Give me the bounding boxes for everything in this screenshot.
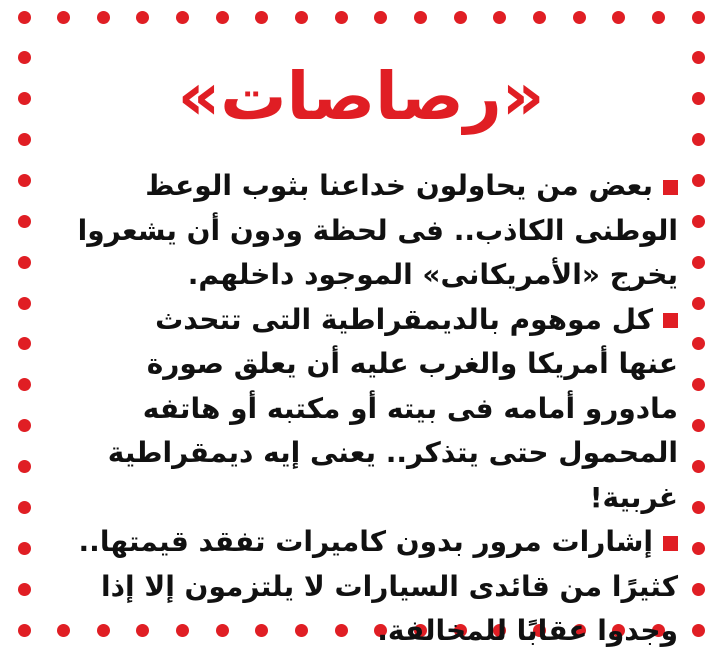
border-dot [692,378,705,391]
square-bullet-icon [663,313,678,328]
border-dot [18,215,31,228]
border-dot [18,11,31,24]
border-dot [414,11,427,24]
border-dot [18,337,31,350]
border-dot [692,297,705,310]
border-dot [18,378,31,391]
paragraph-2 [58,298,678,521]
border-dot [18,501,31,514]
article-body [58,164,678,654]
border-dot [652,11,665,24]
border-dot [335,11,348,24]
border-dot [692,419,705,432]
border-dot [533,11,546,24]
border-dot [18,297,31,310]
border-dot [692,460,705,473]
border-dot [692,583,705,596]
border-dot [692,174,705,187]
border-dot [216,11,229,24]
border-dot [612,11,625,24]
border-dot [97,11,110,24]
square-bullet-icon [663,536,678,551]
border-dot [18,256,31,269]
border-dot [176,11,189,24]
border-dot [374,11,387,24]
border-dot [692,624,705,637]
paragraph-1-line-3: يخرج «الأمريكانى» الموجود داخلهم. [187,258,678,291]
border-dot [57,11,70,24]
border-dot [692,501,705,514]
column-title: «رصاصات» [177,58,545,135]
paragraph-3 [58,520,678,654]
paragraph-2-line-3: مادورو أمامه فى بيته أو مكتبه أو هاتفه [142,391,678,425]
border-dot [454,11,467,24]
border-dot [692,542,705,555]
border-dot [18,460,31,473]
border-dot [493,11,506,24]
border-dot [136,11,149,24]
border-dot [18,174,31,187]
border-dot [692,256,705,269]
paragraph-3-line-3: وجدوا عقابًا للمخالفة. [377,614,678,647]
paragraph-2-line-4: المحمول حتى يتذكر.. يعنى إيه ديمقراطية [107,436,678,469]
border-dot [692,215,705,228]
border-dot [692,11,705,24]
paragraph-1-line-2: الوطنى الكاذب.. فى لحظة ودون أن يشعروا [77,213,678,247]
paragraph-2-line-2: عنها أمريكا والغرب عليه أن يعلق صورة [146,347,678,380]
paragraph-3-line-1: إشارات مرور بدون كاميرات تفقد قيمتها.. [78,525,653,558]
square-bullet-icon [663,180,678,195]
border-dot [18,542,31,555]
border-dot [692,337,705,350]
paragraph-1 [58,164,678,298]
paragraph-3-line-2: كثيرًا من قائدى السيارات لا يلتزمون إلا إذا [101,569,678,603]
border-dot [295,11,308,24]
border-dot [18,624,31,637]
paragraph-2-line-1: كل موهوم بالديمقراطية التى تتحدث [155,302,653,336]
border-dot [255,11,268,24]
border-dot [18,419,31,432]
border-dot [573,11,586,24]
paragraph-1-line-1: بعض من يحاولون خداعنا بثوب الوعظ [145,169,653,202]
border-dot [18,583,31,596]
paragraph-2-line-5: غربية! [589,480,678,514]
